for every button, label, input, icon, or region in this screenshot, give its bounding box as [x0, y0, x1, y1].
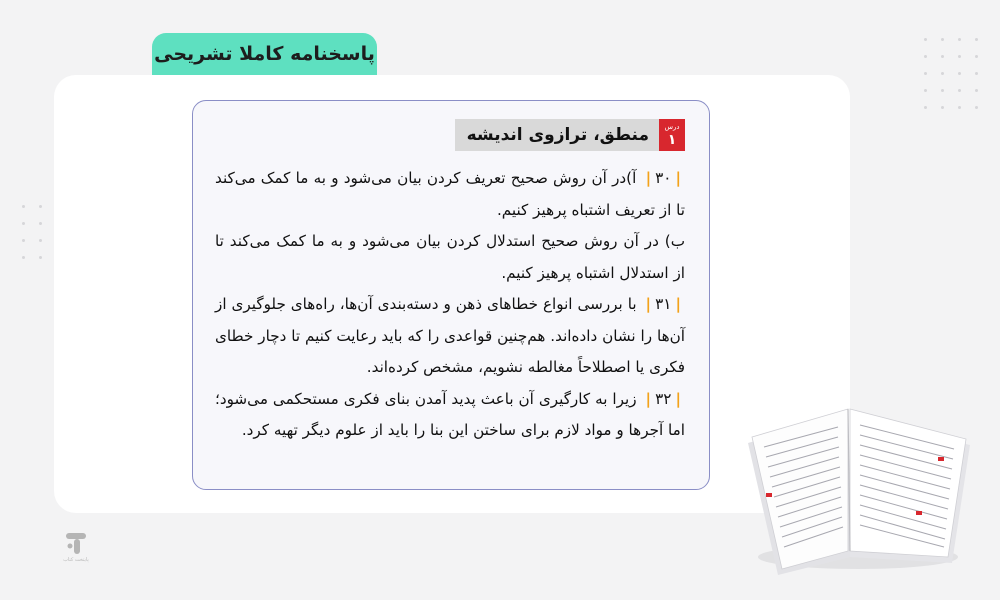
publisher-logo — [60, 530, 92, 570]
logo-text: پایتخت کتاب — [63, 557, 89, 563]
paytakht-logo-icon — [64, 530, 88, 556]
answer-key-title-tab — [152, 33, 377, 75]
answer-text: زیرا به کارگیری آن باعث پدید آمدن بنای فکری مستحکمی می‌شود؛ اما آجرها و مواد لازم برای ساختن این بنا را باید از علوم دیگر تهیه کرد. — [215, 389, 685, 439]
open-book-image — [738, 385, 978, 589]
answer-page — [192, 100, 710, 490]
page-title: پاسخنامه کاملا تشریحی — [154, 43, 375, 65]
answer-marker: | — [645, 389, 652, 408]
answer-marker: | — [675, 169, 682, 187]
decorative-dots-right — [924, 38, 978, 109]
answer-paragraph — [215, 226, 685, 289]
answer-number: ۳۱ — [655, 295, 672, 313]
lesson-badge-label: درس — [664, 122, 680, 131]
answers-content — [215, 163, 685, 447]
answer-marker: | — [645, 295, 652, 313]
answer-marker: | — [645, 169, 652, 187]
answer-number: ۳۰ — [655, 169, 672, 187]
answer-paragraph — [215, 289, 685, 384]
lesson-header — [455, 119, 685, 151]
answer-marker: | — [675, 389, 681, 408]
answer-paragraph — [215, 163, 685, 226]
answer-paragraph — [215, 384, 685, 447]
lesson-title: منطق، ترازوی اندیشه — [455, 119, 659, 151]
lesson-number: ۱ — [667, 131, 677, 148]
answer-text: آ)در آن روش صحیح تعریف کردن بیان می‌شود و به ما کمک می‌کند تا از تعریف اشتباه پرهیز کنیم. — [215, 169, 685, 219]
lesson-number-badge — [659, 119, 685, 151]
answer-number: ۳۲ — [655, 389, 672, 408]
answer-marker: | — [675, 295, 681, 313]
answer-text: ب) در آن روش صحیح استدلال کردن بیان می‌شود و به ما کمک می‌کند تا از استدلال اشتباه پرهیز کنیم. — [215, 232, 685, 282]
answer-text: با بررسی انواع خطاهای ذهن و دسته‌بندی آن‌ها، راه‌های جلوگیری از آن‌ها را نشان داده‌اند. هم‌چنین قواعدی را که باید رعایت کنیم تا دچار خطای فکری یا اصطلاحاً مغالطه نشویم، مشخص کرده‌اند. — [215, 295, 685, 376]
